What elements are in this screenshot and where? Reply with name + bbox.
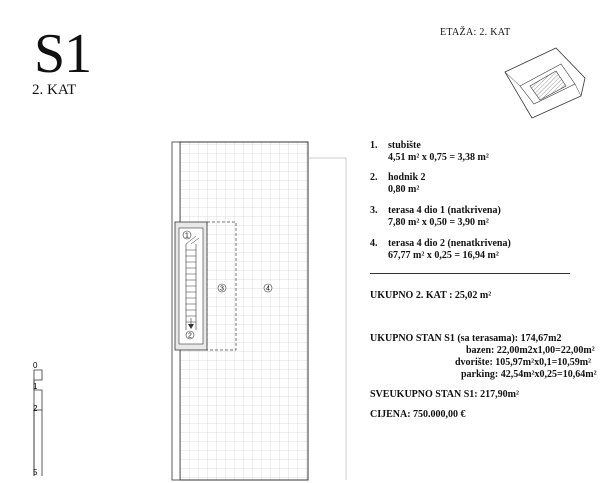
- price: CIJENA: 750.000,00 €: [370, 409, 466, 420]
- etaza-label: ETAŽA: 2. KAT: [440, 27, 511, 38]
- svg-text:2: 2: [33, 404, 38, 413]
- svg-text:0: 0: [33, 361, 38, 370]
- svg-text:5: 5: [33, 468, 38, 477]
- svg-text:2: 2: [188, 332, 192, 340]
- room-2-marker: [186, 331, 194, 340]
- svg-text:1: 1: [185, 232, 189, 240]
- divider: [370, 273, 570, 274]
- scale-bar: [33, 361, 42, 477]
- floor-total: UKUPNO 2. KAT : 25,02 m²: [370, 290, 492, 301]
- grand-total: SVEUKUPNO STAN S1: 217,90m²: [370, 389, 519, 400]
- plan: [172, 142, 346, 480]
- dvoriste-line: dvorište: 105,97m²x0,1=10,59m²: [455, 357, 592, 368]
- svg-text:3: 3: [220, 285, 224, 293]
- unit-code: S1: [34, 23, 92, 85]
- bazen-line: bazen: 22,00m2x1,00=22,00m²: [466, 345, 595, 356]
- unit-total: UKUPNO STAN S1 (sa terasama): 174,67m2: [370, 333, 562, 344]
- svg-text:1: 1: [33, 382, 38, 391]
- room-1-marker: [183, 231, 191, 240]
- room-3-marker: [218, 284, 226, 293]
- room-4-marker: [264, 284, 272, 293]
- key-plan: [505, 48, 585, 118]
- parking-line: parking: 42,54m²x0,25=10,64m²: [461, 369, 597, 380]
- floor-label: 2. KAT: [32, 82, 77, 98]
- svg-text:4: 4: [266, 285, 270, 293]
